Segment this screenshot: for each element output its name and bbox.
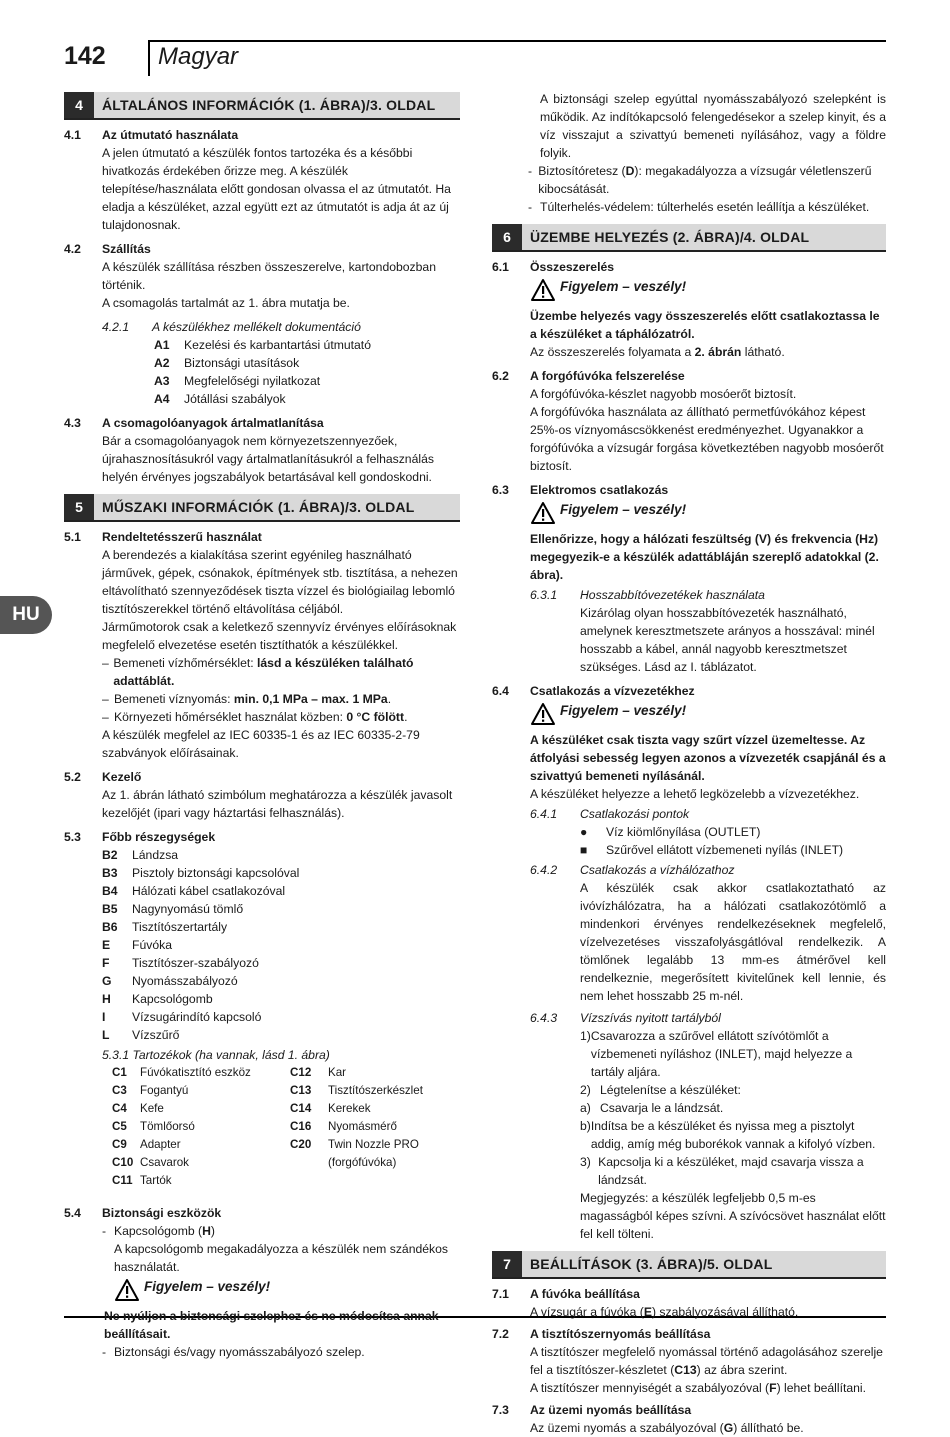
item-label: ): megakadályozza a vízsugár véletlenszerű kibocsátását. [538,164,872,196]
note: Megjegyzés: a készülék legfeljebb 0,5 m-es magasságból képes szívni. A szívócsövet használat előtt fel kell tölteni. [580,1191,886,1241]
item-code: C10 [112,1156,134,1169]
paragraph [530,343,886,361]
step-text: Légtelenítse a készüléket: [600,1083,741,1097]
subsection-5-4 [64,1204,460,1222]
subsection-4-3 [64,414,460,432]
subsection-6-2 [492,367,886,385]
warning-title: Figyelem – veszély! [144,1279,271,1294]
subsection-number: 6.3 [492,483,509,497]
subsection-number: 6.4 [492,684,509,698]
subsection-number: 4.2 [64,242,81,256]
step-number: 1) [580,1029,591,1043]
list-item [580,1117,886,1153]
subsubsection-6-4-2 [492,861,886,879]
documentation-list [64,336,460,408]
paragraph: A készüléket helyezze a lehető legközelebb a vízvezetékhez. [530,787,860,801]
item-code: C5 [112,1120,127,1133]
text: 2. ábrán [694,345,742,359]
section-title: ÜZEMBE HELYEZÉS (2. ÁBRA)/4. OLDAL [530,229,810,245]
section-title: MŰSZAKI INFORMÁCIÓK (1. ÁBRA)/3. OLDAL [102,499,415,515]
subsection-title: Szállítás [102,242,151,256]
right-column [492,90,886,1437]
item-label: Kapcsológomb [132,992,213,1006]
list-item [102,864,460,882]
step-number: 2) [580,1083,591,1097]
item-code: C12 [290,1066,312,1079]
item-code: C16 [290,1120,312,1133]
item-label: Tömlőorsó [140,1120,195,1133]
subsection-number: 4.3 [64,416,81,430]
warning-text: A készüléket csak tiszta vagy szűrt vízzel üzemeltesse. Az átfolyási sebesség legyen azonos a vízvezeték csapjánál és a szivattyú bemeneti nyílásánál. [530,733,886,783]
paragraph: A biztonsági szelep egyúttal nyomásszabályozó szelepként is működik. Az indítókapcsoló felengedésekor a szelep kinyit, és a víz visszajut a szivattyú bemeneti nyílásához, vagy a földre folyik. [540,92,886,160]
subsection-6-3 [492,481,886,499]
subsection-title: Az útmutató használata [102,128,239,142]
accessories-heading: 5.3.1 Tartozékok (ha vannak, lásd 1. ábra) [102,1048,330,1062]
item-code: A1 [154,338,170,352]
item-code: B6 [102,920,118,934]
item-label: Fúvóka [132,938,172,952]
punctuation: . [404,710,408,724]
item-code [290,1172,328,1190]
subsubsection-6-4-3 [492,1009,886,1027]
page-language-title: Magyar [158,43,239,70]
item-code: B2 [102,848,118,862]
subsection-title: A csomagolóanyagok ártalmatlanítása [102,416,324,430]
item-label: Túlterhelés-védelem: túlterhelés esetén leállítja a készüléket. [540,200,870,214]
spec-value: 0 °C fölött [346,710,405,724]
item-code: B5 [102,902,118,916]
list-item [154,354,460,372]
subsubsection-title: Hosszabbítóvezetékek használata [580,588,765,602]
section-6-heading [492,224,886,252]
item-label: Adapter [140,1138,181,1151]
item-code: C13 [290,1084,312,1097]
warning-title: Figyelem – veszély! [560,279,687,294]
continued-list [492,162,886,216]
left-column [64,90,460,1361]
item-label: Tartók [140,1174,172,1187]
item-label: Twin Nozzle PRO [328,1138,419,1151]
subsubsection-title: A készülékhez mellékelt dokumentáció [152,320,361,334]
subsubsection-number: 6.4.3 [530,1011,558,1025]
subsection-number: 7.1 [492,1287,509,1301]
list-item: – Bemeneti víznyomás: min. 0,1 MPa – max. 1 MPa. [102,692,392,706]
item-label: Vízszűrő [132,1028,180,1042]
warning-block [530,702,886,731]
item-code: F [102,956,110,970]
item-code: H [202,1224,211,1238]
subsection-number: 4.1 [64,128,81,142]
subsection-6-4 [492,682,886,700]
item-code: B4 [102,884,118,898]
paragraph: A berendezés a kialakítása szerint egyénileg használható járművek, gépek, csónakok, építmények stb. tisztítása, a nehezen eltávolítható szennyeződések tiszta vízzel és biológiailag lebomló tisztítószerekkel történő eltávolítása céljából. [102,548,458,616]
subsection-4-2 [64,240,460,258]
list-item [154,336,460,354]
list-item: – Bemeneti vízhőmérséklet: lásd a készüléken található adattáblát. [102,656,414,688]
text: ) szabályozásával állítható. [651,1305,799,1319]
text: A vízsugár a fúvóka ( [530,1305,644,1319]
subsubsection-title: Vízszívás nyitott tartályból [580,1011,721,1025]
warning-icon [114,1278,144,1307]
header-divider [148,42,150,76]
subsubsection-6-4-1 [492,805,886,823]
punctuation: ) [210,1224,215,1238]
paragraph: A készülék szállítása részben összeszerelve, kartondobozban történik. [102,260,436,292]
item-label [328,1172,438,1190]
warning-icon [530,278,560,307]
item-label: Jótállási szabályok [184,392,286,406]
item-code [290,1154,328,1172]
spec-label: Bemeneti vízhőmérséklet: [113,656,258,670]
item-label: Pisztoly biztonsági kapcsolóval [132,866,300,880]
item-label: Szűrővel ellátott vízbemeneti nyílás (INLET) [606,843,844,857]
subsection-title: Rendeltetésszerű használat [102,530,262,544]
item-label: Kezelési és karbantartási útmutató [184,338,371,352]
list-item [102,954,460,972]
section-title: BEÁLLÍTÁSOK (3. ÁBRA)/5. OLDAL [530,1256,773,1272]
text: E [643,1305,652,1319]
item-label: Tisztítószerkészlet [328,1084,423,1097]
subsection-title: A forgófúvóka felszerelése [530,369,685,383]
paragraph [492,1419,886,1437]
subsection-number: 7.2 [492,1327,509,1341]
subsection-title: Csatlakozás a vízvezetékhez [530,684,695,698]
warning-title: Figyelem – veszély! [560,502,687,517]
list-item [102,990,460,1008]
subsection-title: Elektromos csatlakozás [530,483,669,497]
item-code: A2 [154,356,170,370]
paragraph [492,1303,886,1321]
safety-devices [64,1222,460,1361]
subsection-4-1 [64,126,460,144]
list-item [102,918,460,936]
item-code: C14 [290,1102,312,1115]
warning-section [492,501,886,584]
subsection-number: 5.4 [64,1206,81,1220]
subsection-title: Az üzemi nyomás beállítása [530,1403,692,1417]
page-number: 142 [64,42,106,70]
circle-bullet-icon: ● [580,825,588,839]
item-code: C20 [290,1138,312,1151]
warning-title: Figyelem – veszély! [560,703,687,718]
warning-block [102,1278,460,1307]
subsubsection-title: Csatlakozás a vízhálózathoz [580,863,735,877]
paragraph: Kizárólag olyan hosszabbítóvezeték használható, amelynek keresztmetszete arányos a hosszával: minél hosszabb a kábel, annál nagyobb keresztmetszet szükséges. Lásd az I. táblázatot. [580,606,875,674]
warning-text: Ne nyúljon a biztonsági szelephez és ne módosítsa annak beállításait. [104,1309,439,1341]
item-code: C11 [112,1174,133,1187]
text: G [723,1421,734,1435]
header-rule [148,40,886,42]
section-number: 7 [492,1251,522,1277]
item-code: H [102,992,111,1006]
spec-value: lásd a készüléken található adattáblát. [113,656,414,688]
list-item [580,1081,886,1099]
item-label: Fúvókatisztító eszköz [140,1066,251,1079]
language-tab: HU [0,596,52,634]
steps-list [492,1027,886,1243]
subsection-5-2 [64,768,460,786]
components-list [64,846,460,1044]
section-title: ÁLTALÁNOS INFORMÁCIÓK (1. ÁBRA)/3. OLDAL [102,97,436,113]
warning-icon [530,702,560,731]
paragraph: A készülék csak akkor csatlakoztatható az ivóvízhálózatra, ha a hálózati csatlakozótömlő a mindenkori érvényes rendelkezéseknek megfelelő, vízelvezetéses visszafolyásgátlóval rendelkezik. A tömlőnek legalább 13 mm-es átmérővel kell rendelkeznie, megerősített kivitelűnek kell lennie, és nem lehet hosszabb 25 m-nél. [580,881,886,1003]
subsection-number: 6.1 [492,260,509,274]
warning-block [530,501,886,530]
item-label: (forgófúvóka) [328,1156,397,1169]
subsection-5-1 [64,528,460,546]
text: Az üzemi nyomás a szabályozóval ( [530,1421,724,1435]
text: A tisztítószer mennyiségét a szabályozóval ( [530,1381,770,1395]
subsubsection-number: 6.3.1 [530,588,558,602]
item-label: Kar [328,1066,347,1079]
step-text: Csavarja le a lándzsát. [600,1101,724,1115]
list-item: - Biztonsági és/vagy nyomásszabályozó szelep. [102,1345,365,1359]
subsection-number: 5.1 [64,530,81,544]
subsection-title: Biztonsági eszközök [102,1206,222,1220]
list-item [102,936,460,954]
section-7-heading [492,1251,886,1279]
step-text: Csavarozza a szűrővel ellátott szívótömlőt a vízbemeneti nyíláshoz (INLET), majd helyezze a tartály aljára. [590,1029,853,1079]
list-item: - Kapcsológomb (H) [102,1224,215,1238]
subsubsection-6-3-1 [492,586,886,604]
list-item [102,1008,460,1026]
text: látható. [741,345,785,359]
item-code: A3 [154,374,170,388]
text: ) lehet beállítani. [776,1381,867,1395]
paragraph: Az 1. ábrán látható szimbólum meghatározza a készülék javasolt kezelőjét (ipari vagy háztartási felhasználás). [102,788,453,820]
paragraph: A csomagolás tartalmát az 1. ábra mutatja be. [102,296,350,310]
subsection-title: Kezelő [102,770,142,784]
list-item [154,390,460,408]
list-item [154,372,460,390]
item-label: Kapcsológomb ( [114,1224,203,1238]
step-text: Indítsa be a készüléket és nyissa meg a pisztolyt addig, amíg még buborékok vannak a kifolyó vízben. [590,1119,876,1151]
section-5-heading [64,494,460,522]
paragraph [492,1379,886,1397]
subsection-number: 7.3 [492,1403,509,1417]
punctuation: . [387,692,392,706]
item-label: Lándzsa [132,848,179,862]
text: A tisztítószer megfelelő nyomással történő adagolásához szerelje fel a tisztítószer-készletet ( [530,1345,883,1377]
subsubsection-4-2-1 [64,318,460,336]
item-label: Hálózati kábel csatlakozóval [132,884,286,898]
item-code: G [102,974,112,988]
list-item [580,823,886,841]
step-number: a) [580,1101,591,1115]
paragraph: A kapcsológomb megakadályozza a készülék nem szándékos használatát. [114,1242,448,1274]
item-label: Kerekek [328,1102,371,1115]
paragraph: A készülék megfelel az IEC 60335-1 és az IEC 60335-2-79 szabványok előírásainak. [102,728,420,760]
subsection-7-2 [492,1325,886,1343]
subsection-title: A tisztítószernyomás beállítása [530,1327,711,1341]
list-item: – Környezeti hőmérséklet használat közben: 0 °C fölött. [102,710,408,724]
item-code: I [102,1010,106,1024]
item-label: Tisztítószertartály [132,920,228,934]
list-item [102,900,460,918]
item-label: Biztonsági és/vagy nyomásszabályozó szelep. [114,1345,365,1359]
section-number: 4 [64,92,94,118]
warning-icon [530,501,560,530]
section-number: 6 [492,224,522,250]
item-label: Fogantyú [140,1084,189,1097]
item-code: C9 [112,1138,127,1151]
paragraph: A forgófúvóka használata az állítható permetfúvókához képest 25%-os víznyomáscsökkenést eredményezhet. Ugyanakkor a forgófúvóka a vízsugár forgása következtében nagyobb mosóerőt biztosít. [530,405,884,473]
warning-section [492,278,886,361]
connection-points-list [492,823,886,859]
spec-list [64,654,460,726]
paragraph: A forgófúvóka-készlet nagyobb mosóerőt biztosít. [530,387,797,401]
subsubsection-title: Csatlakozási pontok [580,807,690,821]
item-code: C3 [112,1084,127,1097]
step-text: Kapcsolja ki a készüléket, majd csavarja vissza a lándzsát. [598,1155,864,1187]
text: ) az ábra szerint. [696,1363,788,1377]
text: Az összeszerelés folyamata a [530,345,695,359]
subsection-5-3 [64,828,460,846]
item-label: Nyomásmérő [328,1120,397,1133]
subsection-6-1 [492,258,886,276]
item-code: C1 [112,1066,127,1079]
list-item [580,841,886,859]
text: ) állítható be. [733,1421,804,1435]
text: F [769,1381,777,1395]
warning-section [492,702,886,803]
step-number: 3) [580,1155,591,1169]
section-number: 5 [64,494,94,520]
list-item [580,1099,886,1117]
list-item: - Biztosítóretesz (D): megakadályozza a vízsugár véletlenszerű kibocsátását. [528,164,872,196]
square-bullet-icon: ■ [580,843,588,857]
subsection-7-1 [492,1285,886,1303]
item-label: Biztosítóretesz ( [538,164,626,178]
subsection-title: A fúvóka beállítása [530,1287,640,1301]
step-number: b) [580,1119,591,1133]
paragraph: Bár a csomagolóanyagok nem környezetszennyezőek, újrahasznosításukról vagy ártalmatlanításukról a felhasználás helyén érvényes jogszabályok betartásával kell gondoskodni. [102,434,434,484]
warning-text: Üzembe helyezés vagy összeszerelés előtt csatlakoztassa le a készüléket a táphálózatról. [530,309,880,341]
warning-block [530,278,886,307]
subsection-number: 5.2 [64,770,81,784]
list-item [580,1153,886,1189]
subsection-title: Főbb részegységek [102,830,216,844]
spec-label: Környezeti hőmérséklet használat közben: [114,710,347,724]
text: C13 [674,1363,697,1377]
list-item: - Túlterhelés-védelem: túlterhelés esetén leállítja a készüléket. [528,200,870,214]
paragraph: A jelen útmutató a készülék fontos tartozéka és a későbbi hivatkozás érdekében őrizze meg. A készülék telepítése/használata előtt gondosan olvassa el az útmutatót. Ha eladja a készüléket, azzal együtt ezt az útmutatót is adja át az új tulajdonosnak. [102,146,451,232]
subsubsection-number: 4.2.1 [102,320,130,334]
item-code: D [625,164,635,178]
warning-text: Ellenőrizze, hogy a hálózati feszültség (V) és frekvencia (Hz) megegyezik-e a készülék adattábláján szereplő adatokkal (2. ábra). [530,532,879,582]
item-label: Víz kiömlőnyílása (OUTLET) [606,825,761,839]
subsubsection-number: 6.4.2 [530,863,558,877]
subsection-title: Összeszerelés [530,260,615,274]
list-item [102,1026,460,1044]
item-code: B3 [102,866,118,880]
paragraph: Járműmotorok csak a keletkező szennyvíz érvényes előírásoknak megfelelő elvezetése esetén tisztíthatók a készülékkel. [102,620,457,652]
item-code: E [102,938,111,952]
subsection-number: 6.2 [492,369,509,383]
list-item [102,882,460,900]
subsection-7-3 [492,1401,886,1419]
item-label: Csavarok [140,1156,189,1169]
item-code: L [102,1028,110,1042]
item-label: Megfelelőségi nyilatkozat [184,374,321,388]
item-code: C4 [112,1102,127,1115]
subsection-number: 5.3 [64,830,81,844]
list-item [102,972,460,990]
item-label: Nagynyomású tömlő [132,902,244,916]
item-label: Vízsugárindító kapcsoló [132,1010,262,1024]
subsubsection-number: 6.4.1 [530,807,558,821]
list-item [102,846,460,864]
paragraph [492,1343,886,1379]
item-label: Kefe [140,1102,164,1115]
accessories-table [64,1064,460,1190]
item-code: A4 [154,392,170,406]
item-label: Biztonsági utasítások [184,356,300,370]
section-4-heading [64,92,460,120]
list-item [580,1027,886,1081]
spec-label: Bemeneti víznyomás: [114,692,234,706]
spec-value: min. 0,1 MPa – max. 1 MPa [233,692,388,706]
item-label: Nyomásszabályozó [132,974,238,988]
item-label: Tisztítószer-szabályozó [132,956,259,970]
